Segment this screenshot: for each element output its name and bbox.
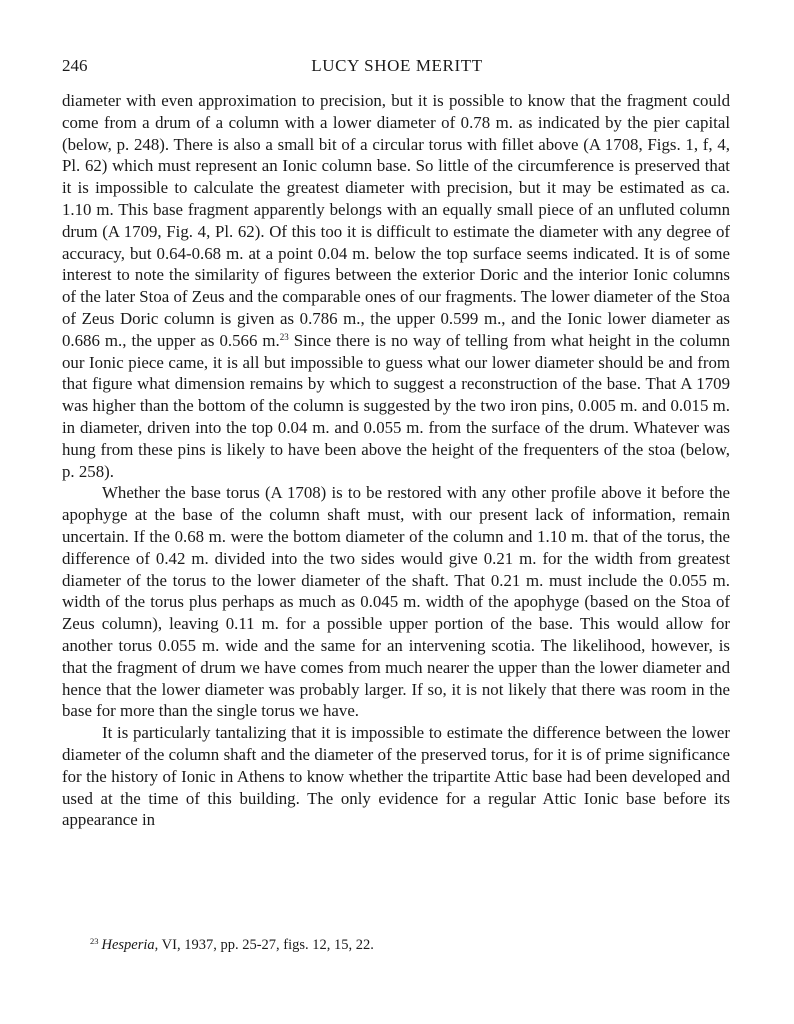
paragraph-3: It is particularly tantalizing that it is impossible to estimate the difference between the lower diameter of the column shaft and the diameter of the preserved torus, for it is of prime significance for the history of Ionic in Athens to know whether the tripartite Attic base had been developed and used at the time of this building. The only evidence for a regular Attic Ionic base before its appearance in — [62, 723, 730, 830]
page-number: 246 — [62, 56, 88, 75]
footnote-journal: Hesperia — [101, 937, 155, 953]
paragraph-1 — [62, 90, 730, 482]
footnote — [90, 937, 730, 954]
body-text — [62, 90, 730, 831]
footnote-reference[interactable]: 23 — [279, 331, 289, 342]
paragraph-1-text: diameter with even approximation to precision, but it is possible to know that the fragment could come from a drum of a column with a lower diameter of 0.78 m. as indicated by the pier capital (below, p. 248). There is also a small bit of a circular torus with fillet above (A 1708, Figs. 1, f, 4, Pl. 62) which must represent an Ionic column base. So little of the circumference is preserved that it is impossible to calculate the greatest diameter with precision, but it may be estimated as ca. 1.10 m. This base fragment apparently belongs with an equally small piece of an unfluted column drum (A 1709, Fig. 4, Pl. 62). Of this too it is difficult to estimate the diameter with any degree of accuracy, but 0.64-0.68 m. at a point 0.04 m. below the top surface seems indicated. It is of some interest to note the similarity of figures between the exterior Doric and the interior Ionic columns of the later Stoa of Zeus and the comparable ones of our fragments. The lower diameter of the Stoa of Zeus Doric column is given as 0.786 m., the upper 0.599 m., and the Ionic lower diameter as 0.686 m., the upper as 0.566 m. — [62, 91, 730, 350]
paragraph-2: Whether the base torus (A 1708) is to be restored with any other profile above it before the apophyge at the base of the column shaft must, with our present lack of information, remain uncertain. If the 0.68 m. were the bottom diameter of the column and 1.10 m. that of the torus, the difference of 0.42 m. divided into the two sides would give 0.21 m. for the width from greatest diameter of the torus to the lower diameter of the shaft. That 0.21 m. must include the 0.055 m. width of the torus plus perhaps as much as 0.045 m. width of the apophyge (based on the Stoa of Zeus column), leaving 0.11 m. for a possible upper portion of the base. This would allow for another torus 0.055 m. wide and the same for an intervening scotia. The likelihood, however, is that the fragment of drum we have comes from much nearer the upper than the lower diameter and hence that the lower diameter was probably larger. If so, it is not likely that there was room in the base for more than the single torus we have. — [62, 483, 730, 721]
paragraph-1-text-cont: Since there is no way of telling from what height in the column our Ionic piece came, it is all but impossible to guess what our lower diameter should be and from that figure what dimension remains by which to suggest a reconstruction of the base. That A 1709 was higher than the bottom of the column is suggested by the two iron pins, 0.005 m. and 0.015 m. in diameter, driven into the top 0.04 m. and 0.055 m. from the surface of the drum. Whatever was hung from these pins is likely to have been above the height of the frequenters of the stoa (below, p. 258). — [62, 330, 731, 481]
footnote-number: 23 — [90, 936, 99, 946]
running-head: LUCY SHOE MERITT — [311, 56, 483, 75]
footnote-citation: , VI, 1937, pp. 25-27, figs. 12, 15, 22. — [154, 937, 374, 953]
